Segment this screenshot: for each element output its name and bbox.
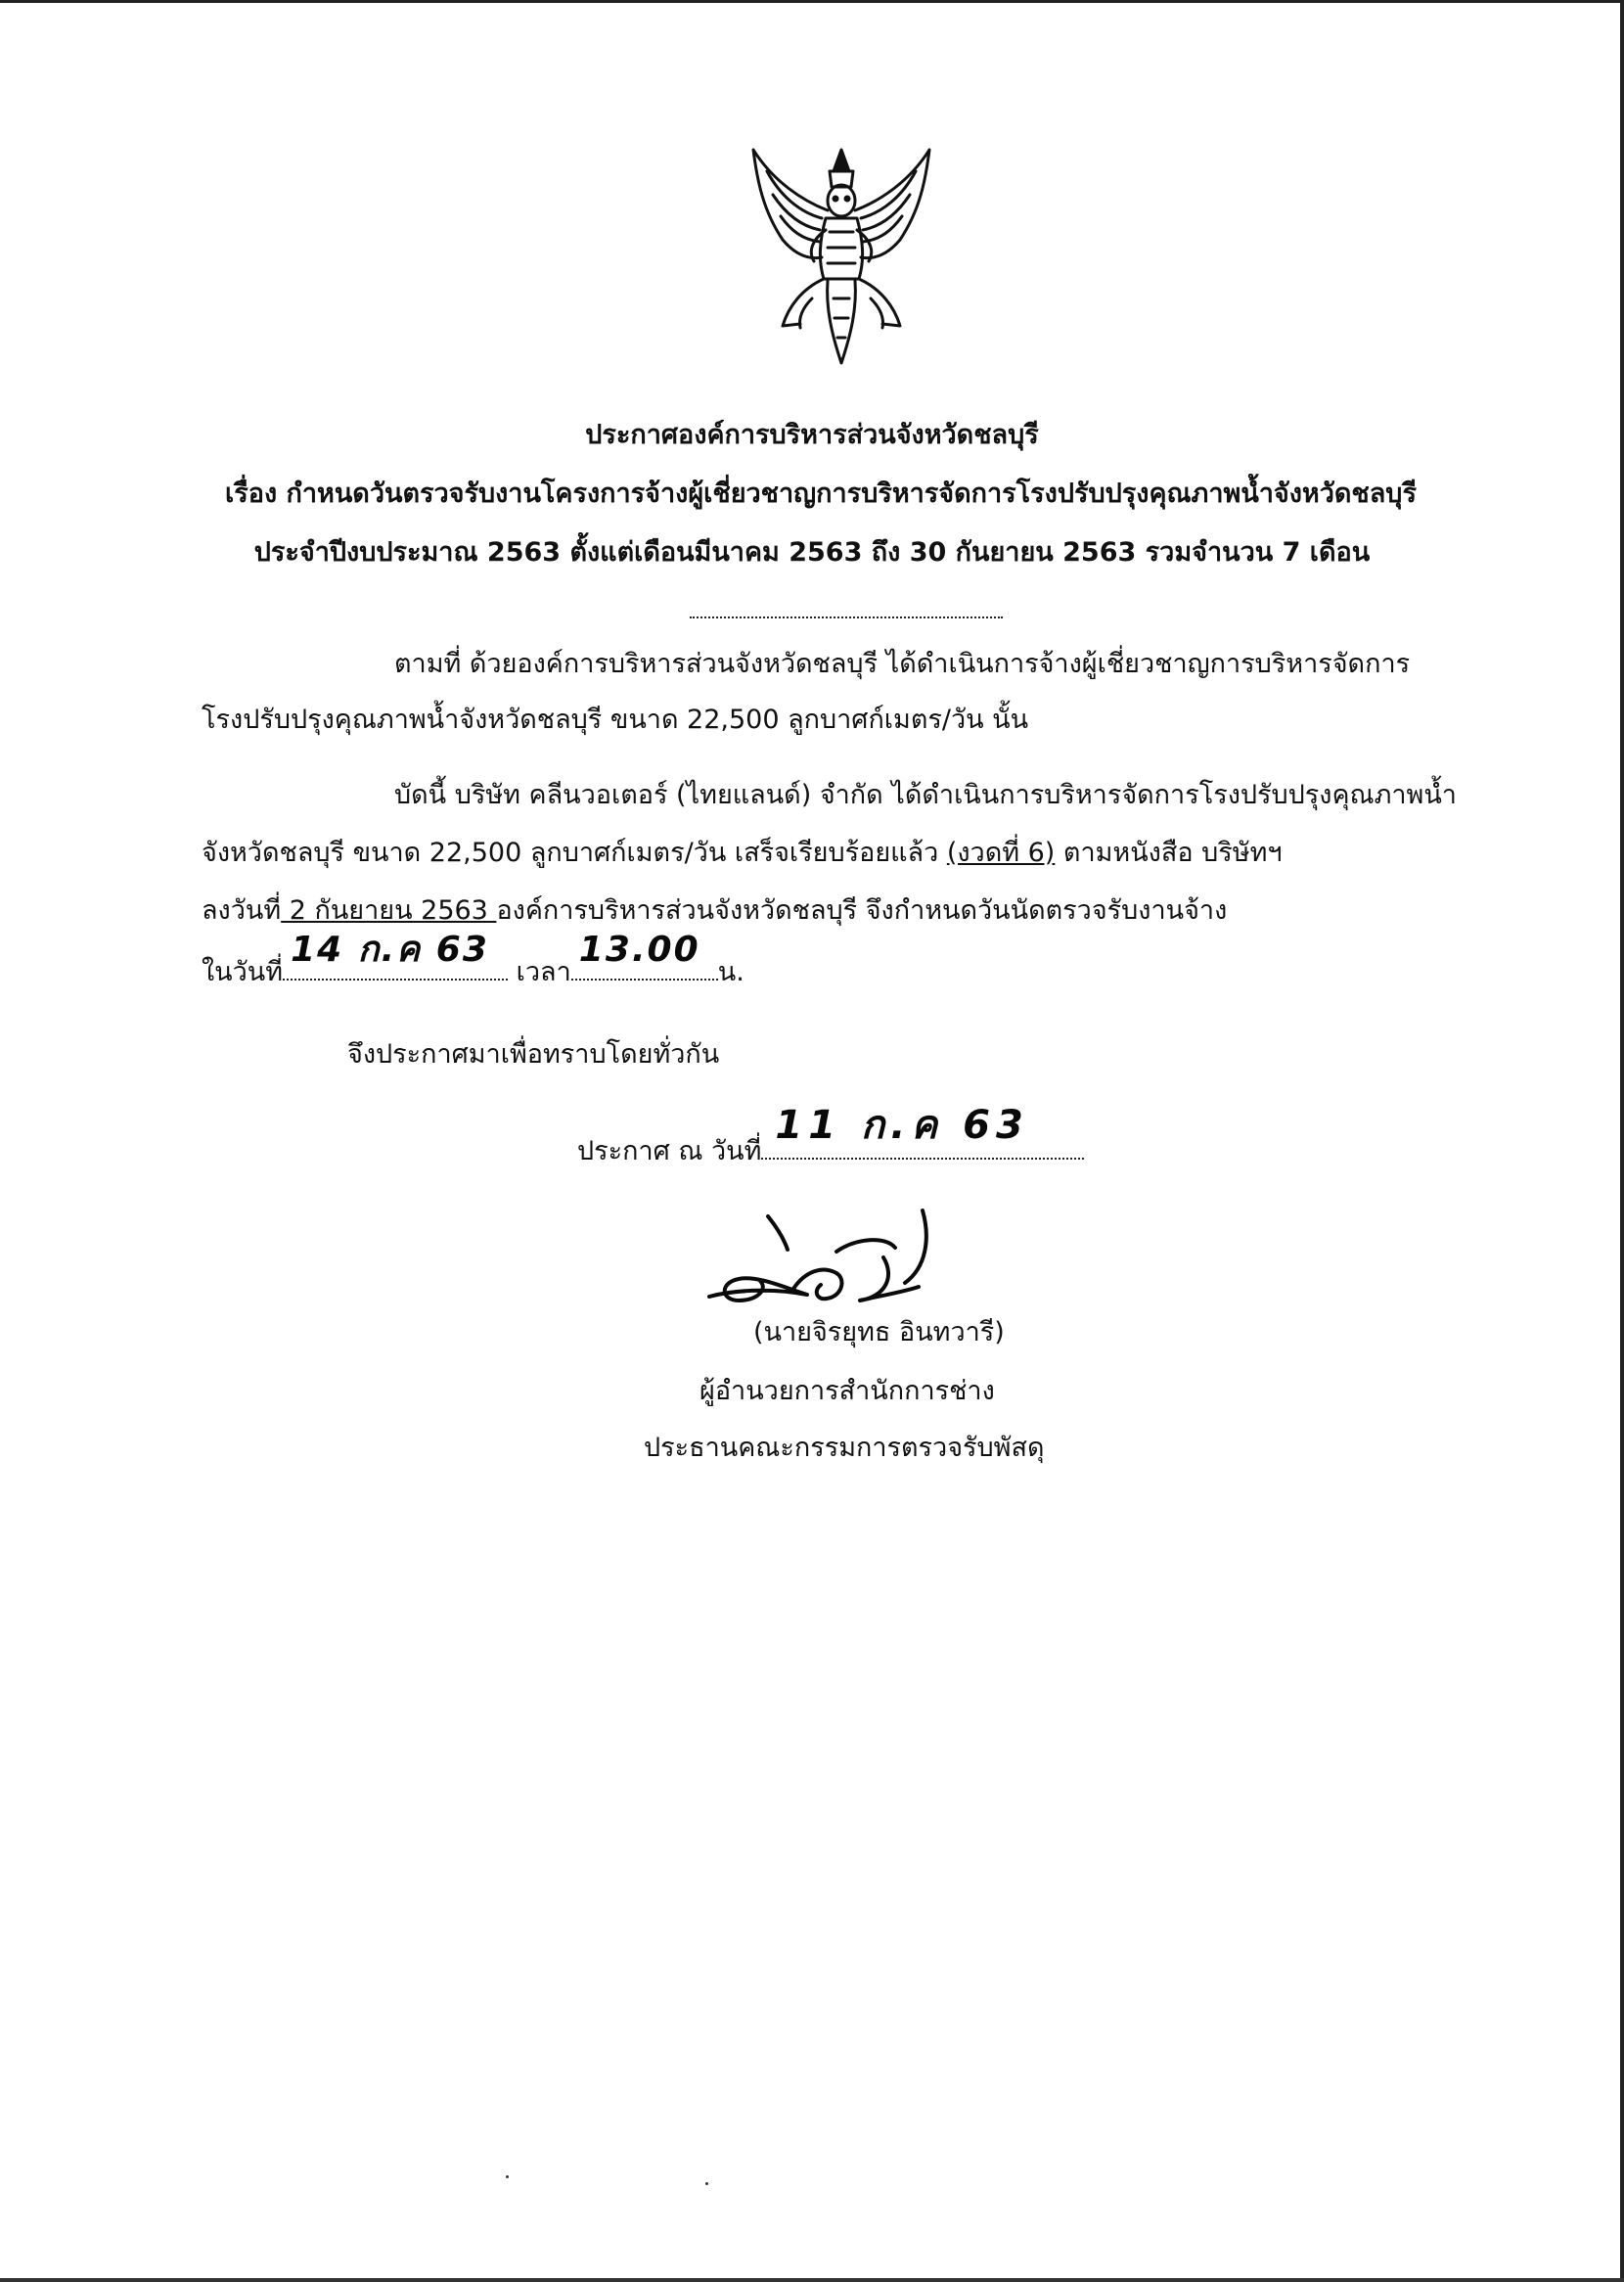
document-subject: เรื่อง กำหนดวันตรวจรับงานโครงการจ้างผู้เชี่ยวชาญการบริหารจัดการโรงปรับปรุงคุณภาพน้ำจังหวัดชลบุรี	[225, 479, 1417, 509]
paragraph-2-line-4	[202, 930, 744, 989]
scan-speck	[506, 2175, 509, 2178]
signatory-position: ผู้อำนวยการสำนักการช่าง	[699, 1376, 995, 1406]
inspection-date-handwritten: 14 ก.ค 63	[291, 930, 489, 970]
page-border-bottom	[0, 2278, 1624, 2282]
inspection-time-label: เวลา	[516, 957, 571, 987]
garuda-emblem-icon	[744, 142, 939, 369]
scan-speck	[705, 2182, 708, 2185]
p2-line3-post: องค์การบริหารส่วนจังหวัดชลบุรี จึงกำหนดวันนัดตรวจรับงานจ้าง	[496, 895, 1228, 926]
announcement-date-handwritten: 11 ก.ค 63	[775, 1103, 1029, 1148]
handwritten-signature	[699, 1199, 983, 1326]
paragraph-2-line-2	[202, 837, 1283, 870]
page-border-right	[1620, 0, 1624, 2282]
page-border-top	[0, 0, 1624, 3]
p2-line2-pre: จังหวัดชลบุรี ขนาด 22,500 ลูกบาศก์เมตร/วัน เสร็จเรียบร้อยแล้ว	[202, 838, 947, 868]
p2-line3-pre: ลงวันที่	[202, 895, 282, 926]
paragraph-2-line-1: บัดนี้ บริษัท คลีนวอเตอร์ (ไทยแลนด์) จำกัด ได้ดำเนินการบริหารจัดการโรงปรับปรุงคุณภาพน้ำ	[394, 780, 1457, 810]
inspection-date-label: ในวันที่	[202, 957, 284, 987]
installment-number: (งวดที่ 6)	[946, 838, 1056, 868]
announcement-date-field	[761, 1103, 1084, 1160]
paragraph-1-line-2: โรงปรับปรุงคุณภาพน้ำจังหวัดชลบุรี ขนาด 22,500 ลูกบาศก์เมตร/วัน นั้น	[202, 705, 1029, 735]
p2-line2-post: ตามหนังสือ บริษัทฯ	[1055, 838, 1283, 868]
inspection-time-field	[571, 930, 718, 981]
announcement-date-label: ประกาศ ณ วันที่	[577, 1136, 762, 1166]
closing-sentence: จึงประกาศมาเพื่อทราบโดยทั่วกัน	[347, 1039, 720, 1070]
paragraph-1-line-1: ตามที่ ด้วยองค์การบริหารส่วนจังหวัดชลบุรี ได้ดำเนินการจ้างผู้เชี่ยวชาญการบริหารจัดการ	[394, 649, 1411, 679]
inspection-date-field	[283, 930, 508, 981]
inspection-time-handwritten: 13.00	[578, 930, 700, 970]
dotted-divider	[690, 616, 1003, 618]
signatory-name: (นายจิรยุทธ อินทวารี)	[753, 1317, 1005, 1347]
signatory-role: ประธานคณะกรรมการตรวจรับพัสดุ	[644, 1433, 1045, 1463]
letter-date: 2 กันยายน 2563	[281, 895, 497, 926]
announcement-date-line	[577, 1103, 1084, 1168]
document-subject-line2: ประจำปีงบประมาณ 2563 ตั้งแต่เดือนมีนาคม 2563 ถึง 30 กันยายน 2563 รวมจำนวน 7 เดือน	[253, 537, 1371, 568]
time-suffix: น.	[717, 957, 744, 987]
document-title: ประกาศองค์การบริหารส่วนจังหวัดชลบุรี	[585, 420, 1039, 450]
paragraph-2-line-3	[202, 894, 1227, 928]
